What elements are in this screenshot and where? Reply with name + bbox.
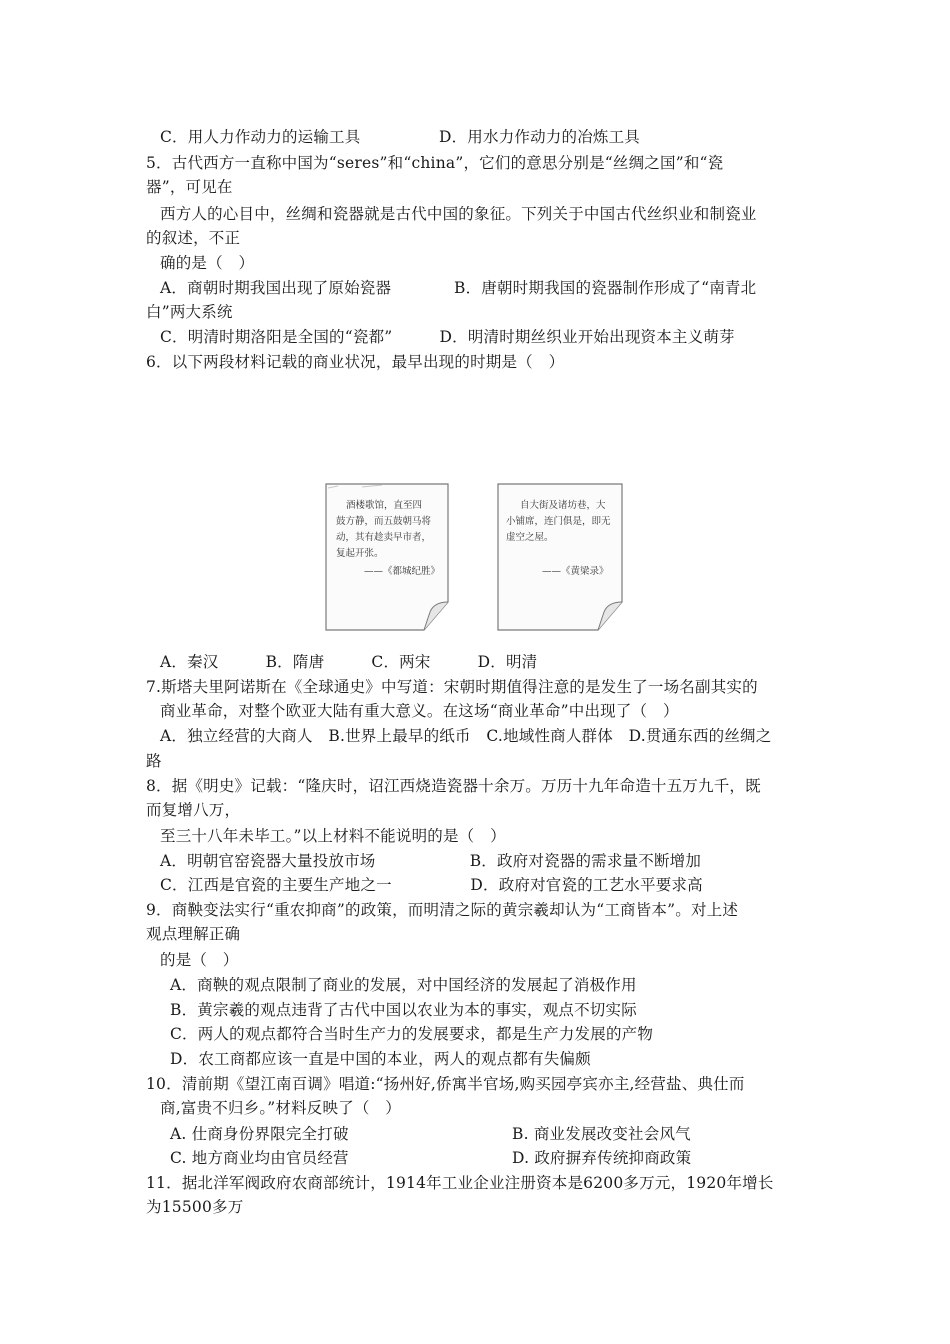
q5-stem-line5: 确的是（ ） xyxy=(160,254,255,272)
q5-options-cd: C．明清时期洛阳是全国的“瓷都” D．明清时期丝织业开始出现资本主义萌芽 xyxy=(160,328,735,346)
q9-option-c: C．两人的观点都符合当时生产力的发展要求，都是生产力发展的产物 xyxy=(170,1025,654,1043)
q8-stem-line1: 8．据《明史》记载：“隆庆时，诏江西烧造瓷器十余万。万历十九年命造十五万九千，既 xyxy=(146,777,761,795)
q5-stem-line4: 的叙述，不正 xyxy=(146,229,241,247)
q9-stem-line1: 9．商鞅变法实行“重农抑商”的政策，而明清之际的黄宗羲却认为“工商皆本”。对上述 xyxy=(146,901,739,919)
note-right-line3: 虚空之屋。 xyxy=(506,532,554,543)
q7-options: A．独立经营的大商人 B.世界上最早的纸币 C.地域性商人群体 D.贯通东西的丝绸之 xyxy=(160,727,772,745)
q9-stem-line2: 观点理解正确 xyxy=(146,925,241,943)
q10-stem-line2: 商,富贵不归乡。”材料反映了（ ） xyxy=(160,1099,402,1117)
note-left-line2: 鼓方静，而五鼓朝马将 xyxy=(336,516,432,527)
q11-stem-line2: 为15500多万 xyxy=(146,1198,244,1216)
note-left-line1: 酒楼歌馆，直至四 xyxy=(346,500,423,511)
q9-option-d: D．农工商都应该一直是中国的本业，两人的观点都有失偏颇 xyxy=(170,1050,591,1068)
note-right-line2: 小铺席，连门俱是，即无 xyxy=(506,516,611,527)
q4-options-cd: C．用人力作动力的运输工具 D．用水力作动力的冶炼工具 xyxy=(160,128,640,146)
q9-option-b: B．黄宗羲的观点违背了古代中国以农业为本的事实，观点不切实际 xyxy=(170,1001,637,1019)
note-left-line4: 复起开张。 xyxy=(336,548,384,559)
q5-options-ab-cont: 白”两大系统 xyxy=(146,303,233,321)
note-right-line1: 自大街及诸坊巷，大 xyxy=(520,500,606,511)
q6-stem: 6．以下两段材料记载的商业状况，最早出现的时期是（ ） xyxy=(146,353,565,371)
q8-options-cd: C．江西是官瓷的主要生产地之一 D．政府对官瓷的工艺水平要求高 xyxy=(160,876,703,894)
q8-options-ab: A．明朝官窑瓷器大量投放市场 B．政府对瓷器的需求量不断增加 xyxy=(160,852,702,870)
q7-stem-line1: 7.斯塔夫里阿诺斯在《全球通史》中写道：宋朝时期值得注意的是发生了一场名副其实的 xyxy=(146,678,758,696)
note-left-line3: 动，其有趁卖早市者， xyxy=(336,532,432,543)
q7-options-cont: 路 xyxy=(146,752,162,770)
q10-stem-line1: 10．清前期《望江南百调》唱道:“扬州好,侨寓半官场,购买园亭宾亦主,经营盐、典仕而 xyxy=(146,1075,745,1093)
q5-options-ab: A．商朝时期我国出现了原始瓷器 B．唐朝时期我国的瓷器制作形成了“南青北 xyxy=(160,279,757,297)
note-left-source: ——《都城纪胜》 xyxy=(364,566,441,577)
q8-stem-line2: 而复增八万， xyxy=(146,801,241,819)
q5-stem-line2: 器”，可见在 xyxy=(146,178,233,196)
q10-option-b: B. 商业发展改变社会风气 xyxy=(512,1125,691,1143)
q6-options: A．秦汉 B．隋唐 C．两宋 D．明清 xyxy=(160,653,538,671)
q8-stem-line3: 至三十八年未毕工。”以上材料不能说明的是（ ） xyxy=(160,827,506,845)
q10-option-c: C. 地方商业均由官员经营 xyxy=(170,1149,349,1167)
q10-option-d: D. 政府摒弃传统抑商政策 xyxy=(512,1149,692,1167)
q11-stem-line1: 11．据北洋军阀政府农商部统计，1914年工业企业注册资本是6200多万元，1920年增长 xyxy=(146,1174,774,1192)
q9-option-a: A．商鞅的观点限制了商业的发展，对中国经济的发展起了消极作用 xyxy=(170,976,637,994)
q5-stem-line3: 西方人的心目中，丝绸和瓷器就是古代中国的象征。下列关于中国古代丝织业和制瓷业 xyxy=(160,205,757,223)
note-right-source: ——《黄梁录》 xyxy=(542,566,609,577)
q9-stem-line3: 的是（ ） xyxy=(160,951,239,969)
q7-stem-line2: 商业革命，对整个欧亚大陆有重大意义。在这场“商业革命”中出现了（ ） xyxy=(160,702,679,720)
q10-option-a: A. 仕商身份界限完全打破 xyxy=(170,1125,349,1143)
q6-material-figure xyxy=(322,480,632,636)
q5-stem-line1: 5．古代西方一直称中国为“seres”和“china”，它们的意思分别是“丝绸之国”和“瓷 xyxy=(146,154,724,172)
